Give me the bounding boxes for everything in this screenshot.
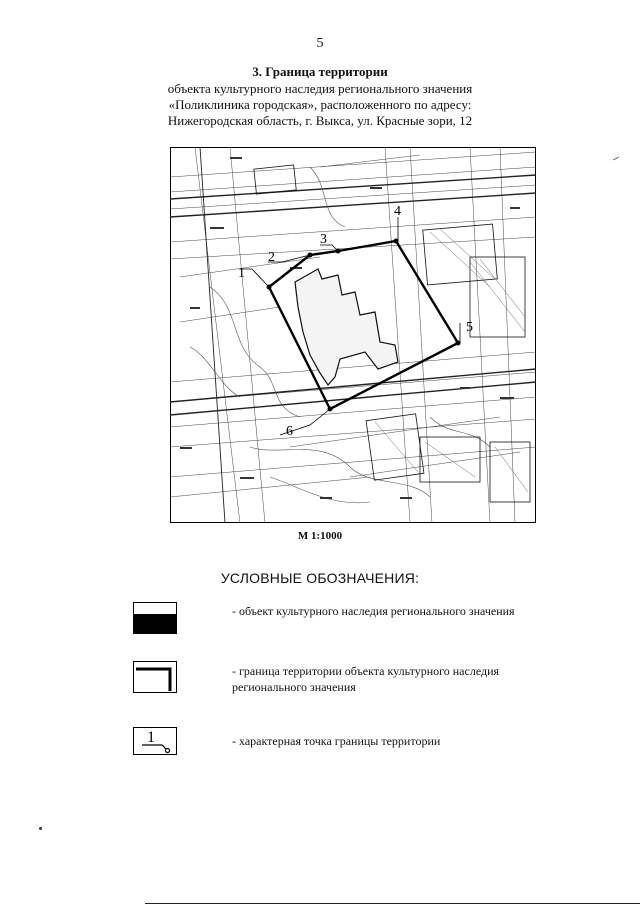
point-label: 2 — [268, 250, 275, 265]
cadastral-map — [170, 147, 536, 523]
object-symbol-fill — [134, 614, 176, 634]
point-label: 4 — [394, 204, 401, 219]
margin-mark — [613, 157, 619, 161]
point-label: 1 — [238, 266, 245, 281]
point-label: 5 — [466, 320, 473, 335]
page-number: 5 — [316, 36, 324, 51]
legend-title: УСЛОВНЫЕ ОБОЗНАЧЕНИЯ: — [220, 570, 420, 586]
point-symbol — [133, 727, 177, 755]
legend-boundary-text: - граница территории объекта культурного наследия регионального значения — [232, 664, 500, 694]
heading-line-1: объекта культурного наследия регионального значения — [167, 81, 473, 96]
heading-line-3: Нижегородская область, г. Выкса, ул. Красные зори, 12 — [167, 113, 473, 128]
legend-point-text: - характерная точка границы территории — [232, 734, 441, 748]
bottom-rule — [145, 903, 640, 904]
legend-object-text: - объект культурного наследия регионального значения — [232, 604, 515, 618]
point-label: 3 — [320, 232, 327, 247]
map-scale: М 1:1000 — [297, 530, 343, 542]
scan-speck — [39, 827, 42, 830]
point-label: 6 — [286, 424, 293, 439]
heading-line-2: «Поликлиника городская», расположенного по адресу: — [168, 97, 472, 112]
boundary-symbol — [133, 661, 177, 693]
point-symbol-number: 1 — [147, 729, 155, 746]
section-heading: 3. Граница территории — [252, 64, 388, 79]
